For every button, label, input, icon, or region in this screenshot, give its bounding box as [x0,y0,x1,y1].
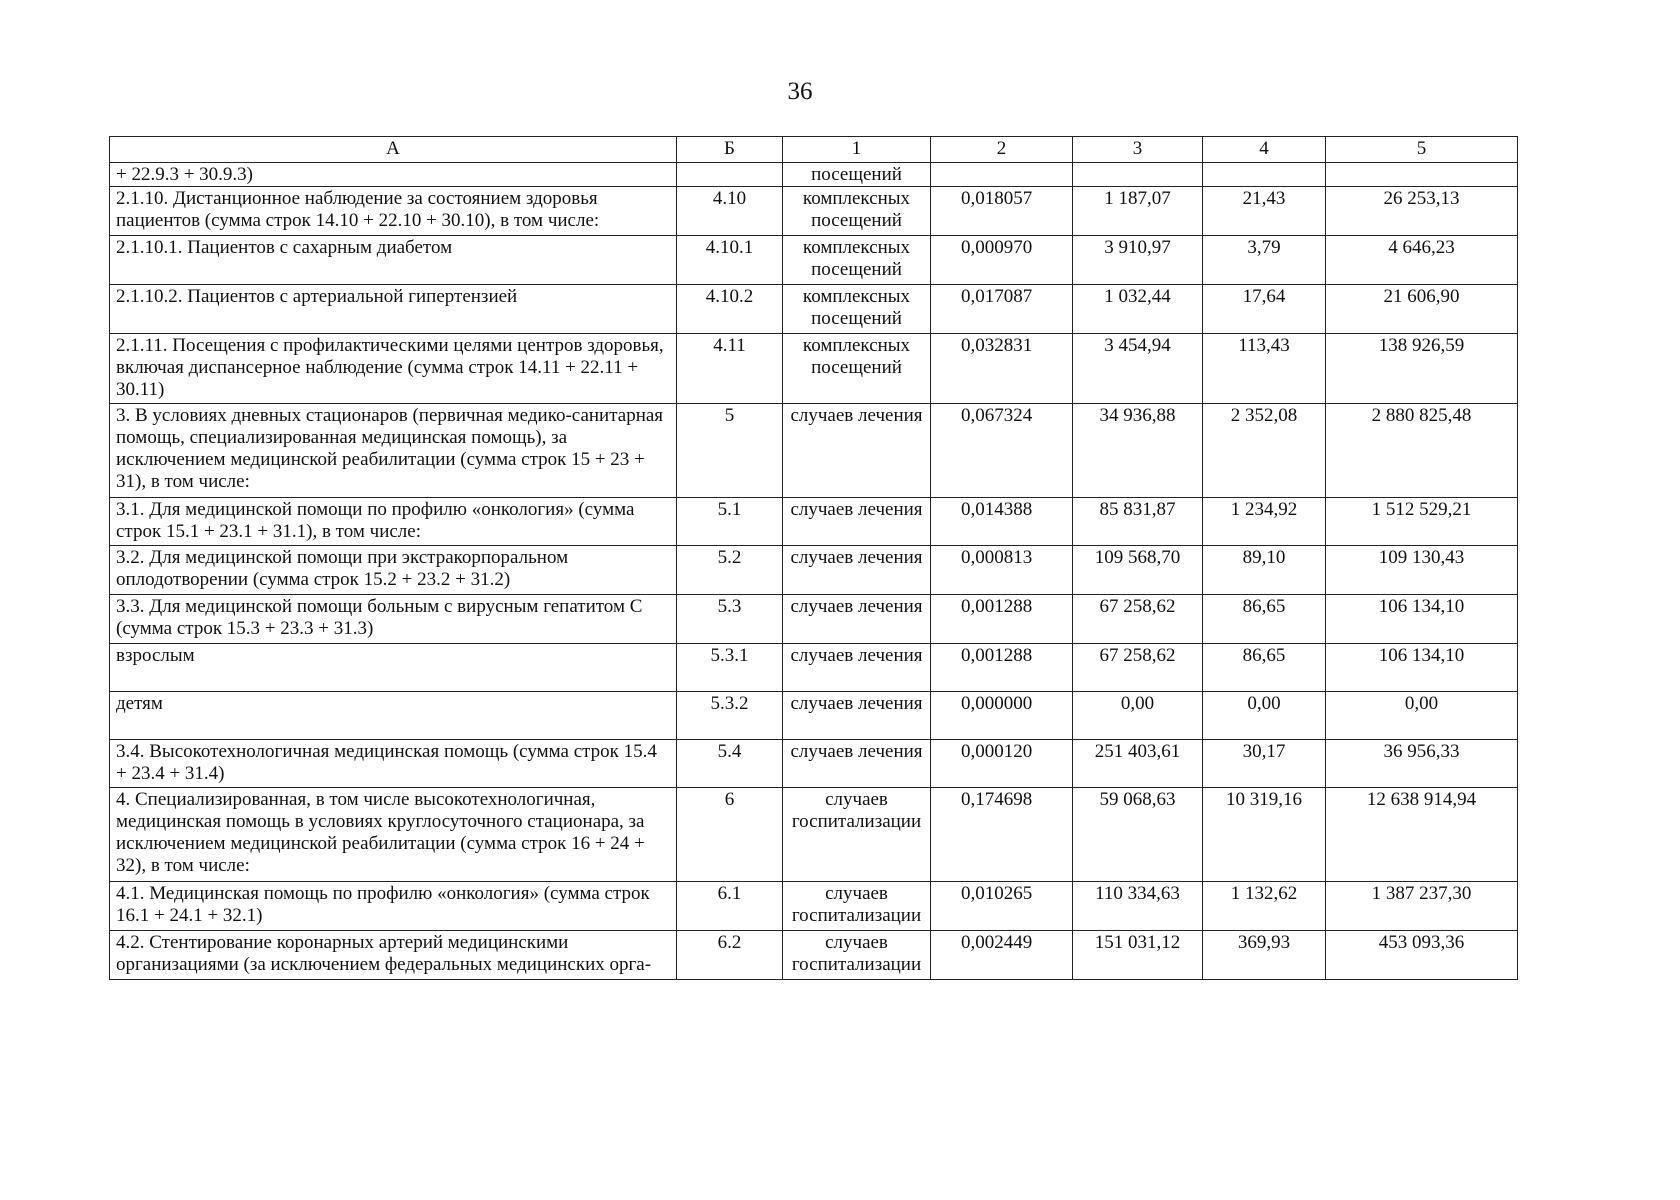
data-table [109,136,1518,980]
cell-description: 2.1.10. Дистанционное наблюдение за состоянием здоровья пациентов (сумма строк 14.10 + 22.10 + 30.10), в том числе: [110,187,677,236]
cell-row-code: 6.1 [677,882,783,931]
table-row [110,882,1518,931]
cell-unit: случаев лечения [783,644,931,692]
cell-norm-value: 0,010265 [931,882,1073,931]
cell-per-capita: 10 319,16 [1203,788,1326,882]
cell-total-amount: 1 387 237,30 [1326,882,1518,931]
table-row [110,788,1518,882]
cell-description: детям [110,692,677,740]
cell-row-code: 4.11 [677,334,783,404]
table-row [110,546,1518,595]
cell-norm-value: 0,014388 [931,498,1073,546]
cell-description: 2.1.10.1. Пациентов с сахарным диабетом [110,236,677,285]
cell-total-amount: 1 512 529,21 [1326,498,1518,546]
cell-row-code [677,163,783,187]
cell-unit: комплексных посещений [783,187,931,236]
table-row [110,334,1518,404]
cell-norm-value: 0,174698 [931,788,1073,882]
cell-row-code: 4.10.2 [677,285,783,334]
cell-unit: случаев лечения [783,546,931,595]
cell-cost-per-unit: 3 454,94 [1073,334,1203,404]
cell-description: 3.4. Высокотехнологичная медицинская помощь (сумма строк 15.4 + 23.4 + 31.4) [110,740,677,788]
cell-unit: случаев лечения [783,595,931,644]
cell-per-capita [1203,163,1326,187]
cell-total-amount: 21 606,90 [1326,285,1518,334]
cell-norm-value: 0,001288 [931,595,1073,644]
cell-unit: случаев лечения [783,692,931,740]
cell-per-capita: 113,43 [1203,334,1326,404]
cell-total-amount: 138 926,59 [1326,334,1518,404]
cell-description: 3.1. Для медицинской помощи по профилю «онкология» (сумма строк 15.1 + 23.1 + 31.1), в том числе: [110,498,677,546]
cell-per-capita: 21,43 [1203,187,1326,236]
cell-cost-per-unit: 3 910,97 [1073,236,1203,285]
cell-norm-value: 0,000120 [931,740,1073,788]
cell-cost-per-unit: 85 831,87 [1073,498,1203,546]
cell-description: 2.1.11. Посещения с профилактическими целями центров здоровья, включая диспансерное наблюдение (сумма строк 14.11 + 22.11 + 30.11) [110,334,677,404]
cell-cost-per-unit: 109 568,70 [1073,546,1203,595]
cell-unit: комплексных посещений [783,236,931,285]
cell-total-amount: 26 253,13 [1326,187,1518,236]
cell-cost-per-unit: 110 334,63 [1073,882,1203,931]
cell-row-code: 5.1 [677,498,783,546]
cell-row-code: 4.10.1 [677,236,783,285]
page-number: 36 [787,78,813,105]
cell-total-amount: 12 638 914,94 [1326,788,1518,882]
cell-unit: случаев госпитализации [783,882,931,931]
table-row [110,498,1518,546]
table-row [110,692,1518,740]
cell-row-code: 5.3.2 [677,692,783,740]
cell-per-capita: 17,64 [1203,285,1326,334]
cell-unit: комплексных посещений [783,334,931,404]
cell-row-code: 6.2 [677,931,783,980]
cell-cost-per-unit: 1 032,44 [1073,285,1203,334]
cell-row-code: 5.3 [677,595,783,644]
cell-norm-value: 0,067324 [931,404,1073,498]
cell-per-capita: 369,93 [1203,931,1326,980]
cell-description: + 22.9.3 + 30.9.3) [110,163,677,187]
cell-unit: комплексных посещений [783,285,931,334]
cell-cost-per-unit: 67 258,62 [1073,644,1203,692]
cell-cost-per-unit [1073,163,1203,187]
cell-norm-value: 0,018057 [931,187,1073,236]
column-header-b: Б [677,137,783,163]
table-row [110,595,1518,644]
cell-norm-value: 0,002449 [931,931,1073,980]
cell-row-code: 5.4 [677,740,783,788]
cell-row-code: 5.2 [677,546,783,595]
cell-total-amount: 2 880 825,48 [1326,404,1518,498]
cell-per-capita: 86,65 [1203,595,1326,644]
table-row [110,644,1518,692]
cell-total-amount: 109 130,43 [1326,546,1518,595]
column-header-1: 1 [783,137,931,163]
cell-total-amount: 4 646,23 [1326,236,1518,285]
cell-description: взрослым [110,644,677,692]
cell-per-capita: 3,79 [1203,236,1326,285]
cell-total-amount: 106 134,10 [1326,644,1518,692]
cell-norm-value: 0,000970 [931,236,1073,285]
cell-description: 2.1.10.2. Пациентов с артериальной гипертензией [110,285,677,334]
table-row [110,740,1518,788]
cell-unit: случаев лечения [783,498,931,546]
cell-norm-value [931,163,1073,187]
cell-unit: случаев лечения [783,404,931,498]
cell-per-capita: 89,10 [1203,546,1326,595]
column-header-5: 5 [1326,137,1518,163]
table-row [110,931,1518,980]
cell-cost-per-unit: 251 403,61 [1073,740,1203,788]
cell-description: 4.2. Стентирование коронарных артерий медицинскими организациями (за исключением федеральных медицинских орга- [110,931,677,980]
cell-description: 3. В условиях дневных стационаров (первичная медико-санитарная помощь, специализированная медицинская помощь), за исключением медицинской реабилитации (сумма строк 15 + 23 + 31), в том числе: [110,404,677,498]
column-header-3: 3 [1073,137,1203,163]
cell-cost-per-unit: 151 031,12 [1073,931,1203,980]
cell-cost-per-unit: 0,00 [1073,692,1203,740]
cell-total-amount: 0,00 [1326,692,1518,740]
cell-norm-value: 0,000813 [931,546,1073,595]
table-header-row [110,137,1518,163]
cell-cost-per-unit: 59 068,63 [1073,788,1203,882]
cell-norm-value: 0,001288 [931,644,1073,692]
cell-total-amount: 36 956,33 [1326,740,1518,788]
cell-row-code: 6 [677,788,783,882]
table-body [110,163,1518,980]
cell-total-amount: 106 134,10 [1326,595,1518,644]
table-row [110,236,1518,285]
cell-description: 4.1. Медицинская помощь по профилю «онкология» (сумма строк 16.1 + 24.1 + 32.1) [110,882,677,931]
cell-row-code: 5.3.1 [677,644,783,692]
data-table-container [109,136,1518,980]
table-row [110,285,1518,334]
cell-total-amount: 453 093,36 [1326,931,1518,980]
cell-cost-per-unit: 67 258,62 [1073,595,1203,644]
cell-description: 4. Специализированная, в том числе высокотехнологичная, медицинская помощь в условиях круглосуточного стационара, за исключением медицинской реабилитации (сумма строк 16 + 24 + 32), в том числе: [110,788,677,882]
cell-norm-value: 0,000000 [931,692,1073,740]
cell-description: 3.2. Для медицинской помощи при экстракорпоральном оплодотворении (сумма строк 15.2 + 23.2 + 31.2) [110,546,677,595]
cell-row-code: 5 [677,404,783,498]
cell-row-code: 4.10 [677,187,783,236]
column-header-4: 4 [1203,137,1326,163]
cell-cost-per-unit: 1 187,07 [1073,187,1203,236]
column-header-2: 2 [931,137,1073,163]
column-header-a: А [110,137,677,163]
cell-total-amount [1326,163,1518,187]
table-row [110,404,1518,498]
cell-norm-value: 0,032831 [931,334,1073,404]
cell-unit: случаев госпитализации [783,931,931,980]
cell-norm-value: 0,017087 [931,285,1073,334]
cell-per-capita: 0,00 [1203,692,1326,740]
cell-per-capita: 86,65 [1203,644,1326,692]
table-row [110,187,1518,236]
cell-per-capita: 1 132,62 [1203,882,1326,931]
cell-description: 3.3. Для медицинской помощи больным с вирусным гепатитом С (сумма строк 15.3 + 23.3 + 31.3) [110,595,677,644]
cell-unit: посещений [783,163,931,187]
cell-per-capita: 2 352,08 [1203,404,1326,498]
cell-cost-per-unit: 34 936,88 [1073,404,1203,498]
cell-per-capita: 1 234,92 [1203,498,1326,546]
cell-unit: случаев лечения [783,740,931,788]
table-row [110,163,1518,187]
cell-unit: случаев госпитализации [783,788,931,882]
cell-per-capita: 30,17 [1203,740,1326,788]
